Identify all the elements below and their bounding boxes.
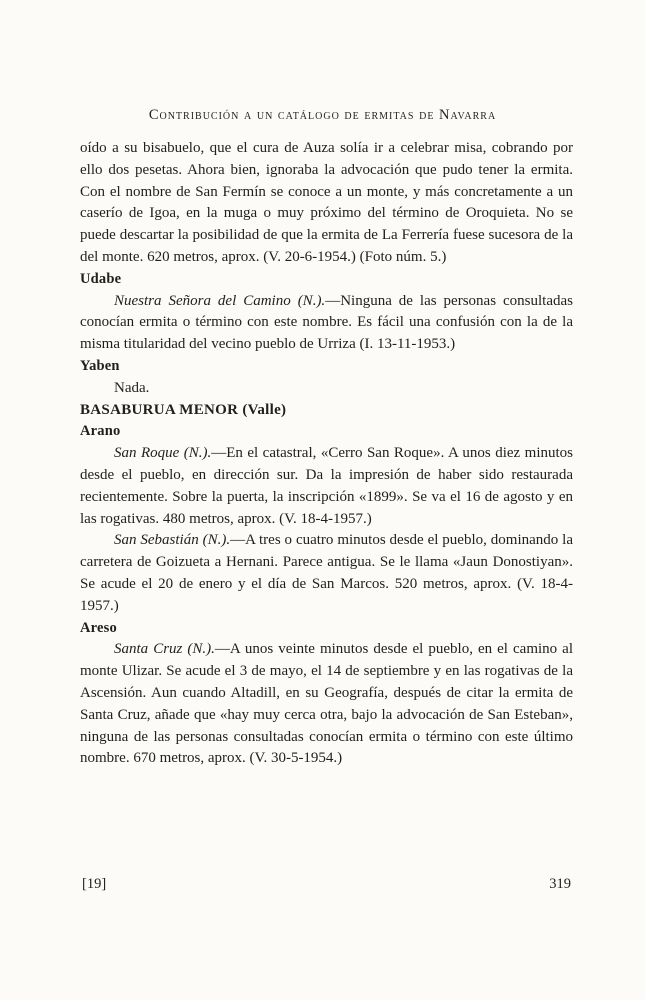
nada-paragraph: Nada. — [114, 379, 150, 396]
page-footer — [82, 876, 571, 893]
valley-heading-basaburua-menor: BASABURUA MENOR (Valle) — [80, 401, 287, 418]
ermita-entry-title: San Sebastián (N.). — [114, 532, 231, 549]
footer-page-number: 319 — [549, 876, 571, 892]
ermita-entry-san-roque — [80, 443, 573, 530]
ermita-entry-title: Santa Cruz (N.). — [114, 641, 215, 658]
ermita-entry-title: Nuestra Señora del Camino (N.). — [114, 292, 326, 309]
page-body — [80, 138, 573, 770]
town-heading-arano: Arano — [80, 423, 121, 440]
ermita-entry-santa-cruz — [80, 639, 573, 770]
continuation-paragraph: oído a su bisabuelo, que el cura de Auza solía ir a celebrar misa, cobrando por ello dos pesetas. Ahora bien, ignoraba la advocación que pudo tener la ermita. Con el nombre de San Fermín se conoce a un monte, y más concretamente a un caserío de Igoa, en la muga o muy próximo del término de Oroquieta. No se puede descartar la posibilidad de que la ermita de La Ferrería fuese sucesora de la del monte. 620 metros, aprox. (V. 20-6-1954.) (Foto núm. 5.) — [80, 140, 573, 265]
ermita-entry-title: San Roque (N.). — [114, 445, 212, 462]
town-heading-areso: Areso — [80, 619, 117, 636]
footer-bracket-page-marker: [19] — [82, 876, 107, 892]
ermita-entry-body: —A unos veinte minutos desde el pueblo, en el camino al monte Ulizar. Se acude el 3 de mayo, el 14 de septiembre y en las rogativas de la Ascensión. Aun cuando Altadill, en su Geografía, después de citar la ermita de Santa Cruz, añade que «hay muy cerca otra, bajo la advocación de San Esteban», ninguna de las personas consultadas conocían ermita o término con este último nombre. 670 metros, aprox. (V. 30-5-1954.) — [80, 641, 573, 767]
town-heading-udabe: Udabe — [80, 270, 122, 287]
ermita-entry-body: —En el catastral, «Cerro San Roque». A unos diez minutos desde el pueblo, en dirección sur. Da la impresión de haber sido restaurada recientemente. Sobre la puerta, la inscripción «1899». Se va el 16 de agosto y en las rogativas. 480 metros, aprox. (V. 18-4-1957.) — [80, 445, 573, 527]
ermita-entry-body: —Ninguna de las personas consultadas conocían ermita o término con este nombre. Es fácil una confusión con la de la misma titularidad del vecino pueblo de Urriza (I. 13-11-1953.) — [80, 292, 573, 353]
ermita-entry-nuestra-senora-del-camino — [80, 291, 573, 356]
ermita-entry-san-sebastian — [80, 530, 573, 617]
running-header-title: Contribución a un catálogo de ermitas de Navarra — [148, 107, 497, 123]
ermita-entry-body: —A tres o cuatro minutos desde el pueblo, dominando la carretera de Goizueta a Hernani. Parece antigua. Se le llama «Jaun Donostiyan». Se acude el 20 de enero y el día de San Marcos. 520 metros, aprox. (V. 18-4-1957.) — [80, 532, 573, 614]
town-heading-yaben: Yaben — [80, 357, 120, 374]
